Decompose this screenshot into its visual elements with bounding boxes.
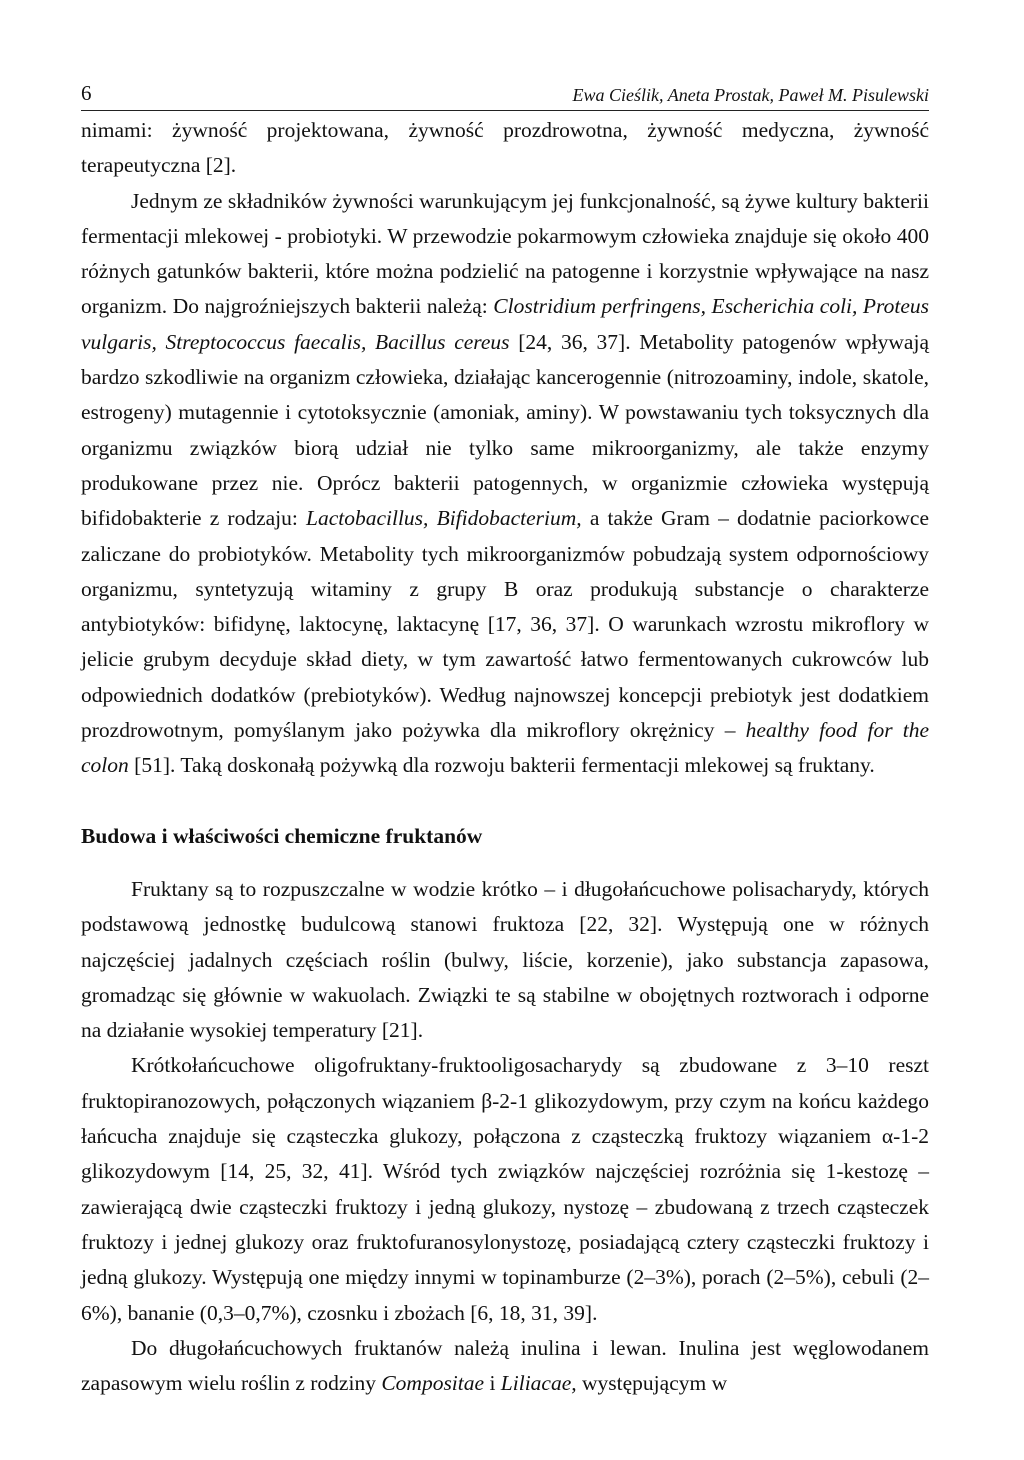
running-header	[81, 78, 929, 111]
text-run: [51]. Taką doskonałą pożywką dla rozwoju bakterii fermentacji mlekowej są fruktany.	[128, 753, 875, 778]
paragraph-probiotics	[81, 184, 929, 784]
paragraph-fructans-intro: Fruktany są to rozpuszczalne w wodzie krótko – i długołańcuchowe polisacharydy, których podstawową jednostkę budulcową stanowi fruktoza [22, 32]. Występują one w różnych najczęściej jadalnych częściach roślin (bulwy, liście, korzenie), jako substancja zapasowa, gromadząc się głównie w wakuolach. Związki te są stabilne w obojętnych roztworach i odporne na działanie wysokiej temperatury [21].	[81, 876, 929, 1043]
italic-family-compositae: Compositae	[381, 1371, 485, 1396]
text-run: Jednym ze składników żywności warunkującym jej funkcjonalność, są żywe kultury bakterii fermentacji mlekowej - probiotyki. W przewodzie pokarmowym człowieka znajduje się około 400 różnych gatunków bakterii, które można podzielić na patogenne i korzystnie wpływające na nasz organizm. Do najgroźniejszych bakterii należą:	[81, 188, 929, 319]
italic-family-liliacae: Liliacae,	[500, 1371, 577, 1396]
text-run: a także Gram – dodatnie paciorkowce zaliczane do probiotyków. Metabolity tych mikroorganizmów pobudzają system odpornościowy organizmu, syntetyzują witaminy z grupy B oraz produkują substancje o charakterze antybiotyków: bifidynę, laktocynę, laktacynę [17, 36, 37]. O warunkach wzrostu mikroflory w jelicie grubym decyduje skład diety, w tym zawartość łatwo fermentowanych cukrowców lub odpowiednich dodatków (prebiotyków). Według najnowszej koncepcji prebiotyk jest dodatkiem prozdrowotnym, pomyślanym jako pożywka dla mikroflory okrężnicy –	[81, 506, 929, 743]
italic-species-list: Clostridium perfringens, Escherichia coli, Proteus vulgaris, Streptococcus faecalis, Bacillus cereus	[81, 294, 929, 354]
document-page	[81, 78, 929, 1401]
text-run: [24, 36, 37]. Metabolity patogenów wpływają bardzo szkodliwie na organizm człowieka, działając kancerogennie (nitrozoaminy, indole, skatole, estrogeny) mutagennie i cytotoksycznie (amoniak, aminy). W powstawaniu tych toksycznych dla organizmu związków biorą udział nie tylko same mikroorganizmy, ale także enzymy produkowane przez nie. Oprócz bakterii patogennych, w organizmie człowieka występują bifidobakterie z rodzaju:	[81, 329, 929, 531]
page-number: 6	[81, 81, 92, 105]
paragraph-continuation: nimami: żywność projektowana, żywność prozdrowotna, żywność medyczna, żywność terapeutyczna [2].	[81, 118, 929, 178]
paragraph-long-chain	[81, 1331, 929, 1402]
text-run: Do długołańcuchowych fruktanów należą inulina i lewan. Inulina jest węglowodanem zapasowym wielu roślin z rodziny	[81, 1335, 929, 1396]
text-run: występującym w	[576, 1371, 728, 1396]
italic-genera: Lactobacillus, Bifidobacterium,	[306, 506, 582, 531]
section-heading: Budowa i właściwości chemiczne fruktanów	[81, 823, 483, 848]
paragraph-oligofructans: Krótkołańcuchowe oligofruktany-fruktooligosacharydy są zbudowane z 3–10 reszt fruktopiranozowych, połączonych wiązaniem β-2-1 glikozydowym, przy czym na końcu każdego łańcucha znajduje się cząsteczka glukozy, połączona z cząsteczką fruktozy wiązaniem α-1-2 glikozydowym [14, 25, 32, 41]. Wśród tych związków najczęściej rozróżnia się 1-kestozę – zawierającą dwie cząsteczki fruktozy i jedną glukozy, nystozę – zbudowaną z trzech cząsteczek fruktozy i jednej glukozy oraz fruktofuranosylonystozę, posiadającą cztery cząsteczki fruktozy i jedną glukozy. Występują one między innymi w topinamburze (2–3%), porach (2–5%), cebuli (2–6%), bananie (0,3–0,7%), czosnku i zbożach [6, 18, 31, 39].	[81, 1053, 929, 1325]
text-run: i	[484, 1371, 501, 1396]
running-head-authors: Ewa Cieślik, Aneta Prostak, Paweł M. Pisulewski	[572, 85, 929, 105]
italic-english-phrase: healthy food for the colon	[81, 718, 929, 778]
